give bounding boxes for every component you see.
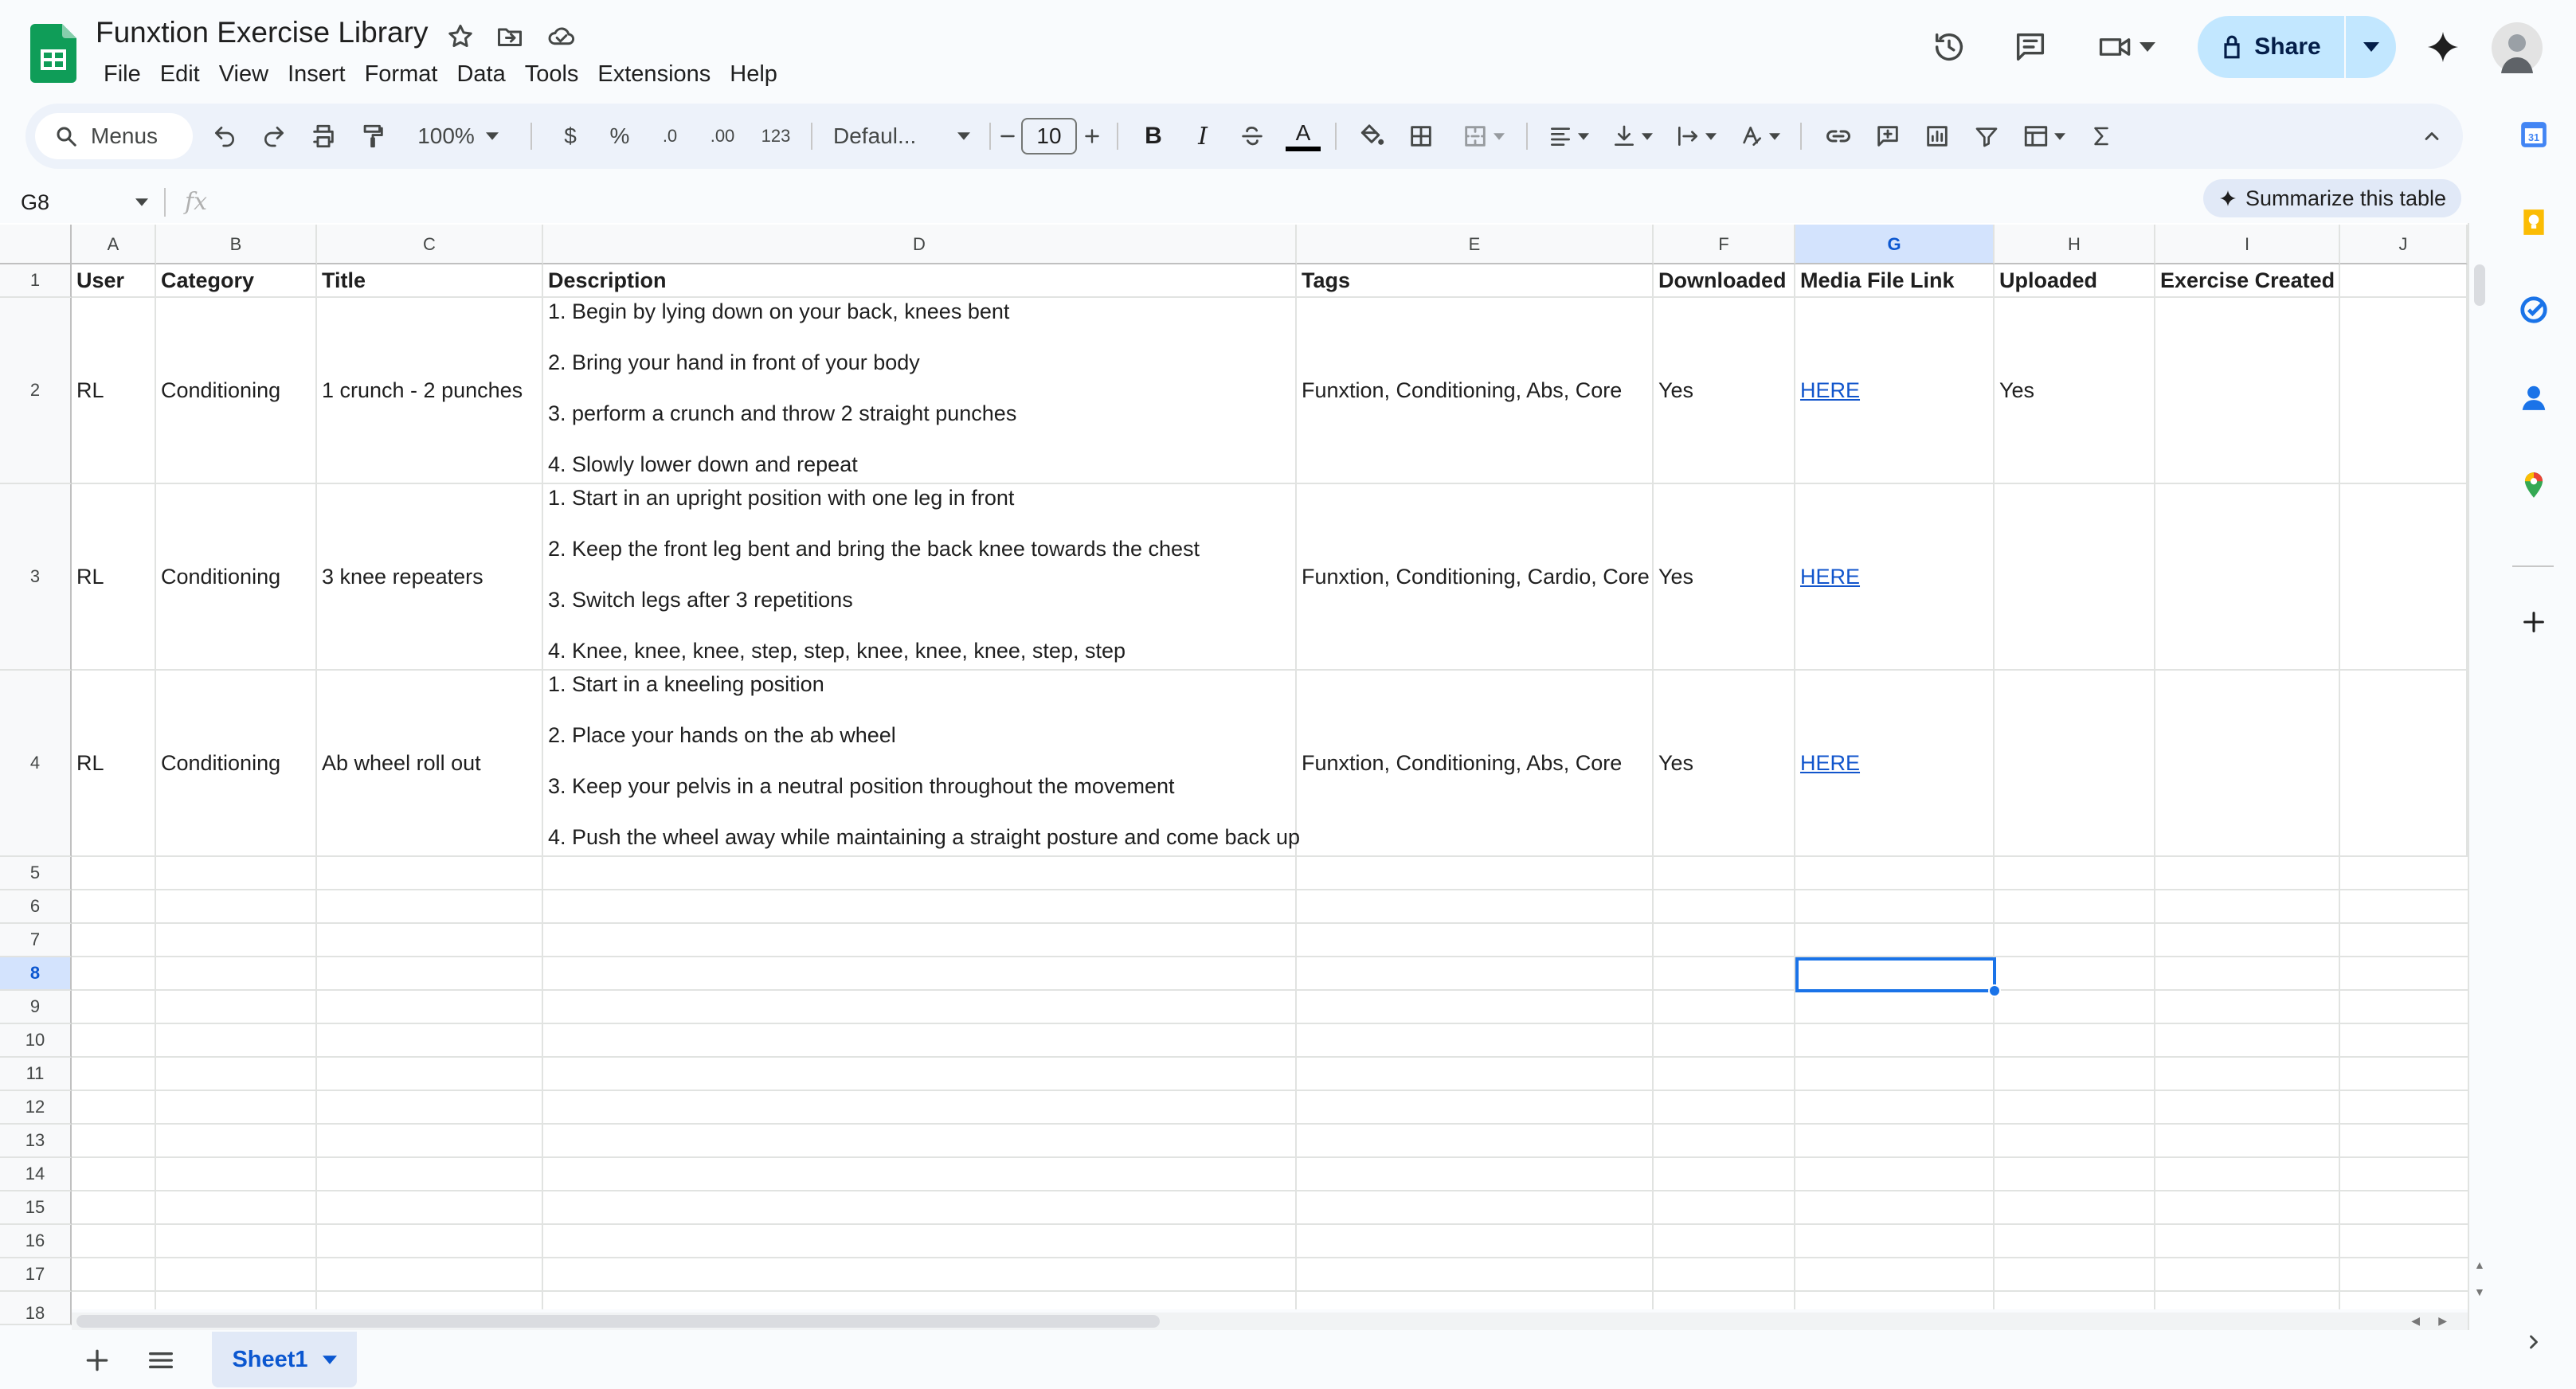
share-label: Share [2254,33,2321,60]
menu-insert[interactable]: Insert [288,61,346,87]
toolbar-divider [811,123,812,150]
decrease-decimal-label: .0 [662,126,678,146]
version-history-icon[interactable] [1931,29,1967,65]
description-step: 3. perform a crunch and throw 2 straight punches [548,401,1017,425]
row-header-16[interactable]: 16 [0,1225,72,1258]
toolbar-divider [1335,123,1337,150]
summarize-table-chip[interactable] [2203,179,2461,217]
decrease-decimal-button[interactable] [648,115,691,158]
lock-icon [2221,34,2243,60]
cell-downloaded[interactable]: Yes [1654,671,1795,857]
menu-extensions[interactable]: Extensions [597,61,711,87]
scroll-right-arrow[interactable]: ▶ [2438,1314,2447,1327]
row-header-17[interactable]: 17 [0,1258,72,1292]
cell-category[interactable]: Conditioning [156,671,317,857]
scroll-left-arrow[interactable]: ◀ [2411,1314,2420,1327]
scroll-up-arrow[interactable]: ▲ [2474,1258,2485,1271]
row-header-6[interactable]: 6 [0,890,72,924]
column-header-e[interactable]: E [1297,225,1654,264]
format-percent-button[interactable]: % [609,123,630,148]
comments-icon[interactable] [2012,29,2049,65]
row-header-3[interactable]: 3 [0,484,72,671]
description-step: 4. Push the wheel away while maintaining a straight posture and come back up [548,825,1301,849]
cell-user[interactable]: RL [72,671,156,857]
share-button[interactable] [2198,16,2396,78]
media-link[interactable]: HERE [1800,750,1861,775]
cloud-status-icon[interactable] [546,22,577,51]
bold-icon[interactable]: B [1145,123,1162,149]
row-header-9[interactable]: 9 [0,991,72,1024]
description-step: 1. Start in an upright position with one leg in front [548,486,1015,510]
gemini-sparkle-icon[interactable] [2425,29,2461,65]
column-header-b[interactable]: B [156,225,317,264]
cell-title[interactable]: 3 knee repeaters [317,484,543,671]
cell-description[interactable] [543,484,1297,671]
column-header-i[interactable]: I [2155,225,2340,264]
media-link[interactable]: HERE [1800,564,1861,589]
increase-decimal-label: .00 [710,126,735,146]
menu-format[interactable]: Format [364,61,438,87]
text-color-icon[interactable]: A [1282,115,1324,158]
column-header-g[interactable]: G [1795,225,1995,264]
increase-decimal-button[interactable] [699,115,746,158]
header-cell-tags[interactable]: Tags [1297,264,1654,298]
scroll-down-arrow[interactable]: ▼ [2474,1285,2485,1298]
menu-tools[interactable]: Tools [524,61,579,87]
cell-category[interactable]: Conditioning [156,484,317,671]
italic-icon[interactable]: I [1198,122,1208,151]
cell-uploaded[interactable]: Yes [1995,298,2155,484]
description-step: 1. Begin by lying down on your back, knees bent [548,299,1010,323]
chevron-down-icon [1578,133,1589,140]
text-rotation-icon[interactable] [1732,115,1787,158]
filter-views-icon[interactable] [2015,115,2073,158]
selected-cell-outline[interactable] [1795,957,1996,992]
cell-user[interactable]: RL [72,298,156,484]
header-cell-category[interactable]: Category [156,264,317,298]
add-sheet-icon[interactable] [81,1344,113,1376]
row-header-18[interactable]: 18 [0,1292,72,1325]
meet-icon[interactable] [2096,29,2155,65]
description-step: 1. Start in a kneeling position [548,672,824,696]
toolbar-divider [1800,123,1802,150]
description-step: 4. Knee, knee, knee, step, step, knee, knee, knee, step, step [548,639,1126,663]
cell-media-link[interactable] [1795,671,1995,857]
expand-side-panel-icon[interactable] [2514,1322,2554,1362]
strikethrough-icon[interactable] [1233,115,1271,158]
spreadsheet-grid[interactable] [0,223,2468,1323]
chevron-down-icon [323,1356,337,1364]
contacts-icon[interactable] [2514,378,2554,417]
chevron-down-icon [2054,133,2065,140]
description-step: 2. Bring your hand in front of your body [548,350,920,374]
formula-input[interactable] [239,182,2183,223]
header-cell-uploaded[interactable]: Uploaded [1995,264,2155,298]
share-main-button[interactable] [2198,16,2344,78]
document-title[interactable]: Funxtion Exercise Library [96,16,429,49]
text-wrapping-icon[interactable] [1668,115,1724,158]
sheet-tab-bar [0,1330,2493,1389]
fill-handle[interactable] [1988,984,2001,997]
cell-downloaded[interactable]: Yes [1654,298,1795,484]
header-cell-media-file-link[interactable]: Media File Link [1795,264,1995,298]
header-cell-user[interactable]: User [72,264,156,298]
column-header-h[interactable]: H [1995,225,2155,264]
row-header-1[interactable]: 1 [0,264,72,298]
cell-media-link[interactable] [1795,298,1995,484]
side-panel [2490,104,2576,1389]
column-header-d[interactable]: D [543,225,1297,264]
toolbar-divider [1526,123,1528,150]
font-family-select[interactable] [822,115,981,158]
avatar[interactable] [2492,22,2543,73]
maps-icon[interactable] [2514,465,2554,505]
menu-file[interactable]: File [104,61,141,87]
font-size-input[interactable]: 10 [1021,118,1077,155]
cell-downloaded[interactable]: Yes [1654,484,1795,671]
chevron-down-icon [2139,41,2155,53]
chevron-down-icon [1494,133,1505,140]
column-header-f[interactable]: F [1654,225,1795,264]
chevron-down-icon [135,198,148,206]
cell-title[interactable]: 1 crunch - 2 punches [317,298,543,484]
cell-exercise-created[interactable] [2155,484,2340,671]
cell-uploaded[interactable] [1995,671,2155,857]
chevron-down-icon [957,132,970,140]
chevron-down-icon [2363,42,2379,52]
sheet-tab-active[interactable] [212,1332,357,1387]
increase-font-size-icon[interactable] [1079,115,1106,158]
get-addons-icon[interactable] [2514,602,2554,642]
menu-data[interactable]: Data [456,61,506,87]
cell-exercise-created[interactable] [2155,671,2340,857]
functions-icon[interactable] [2081,115,2122,158]
empty-cell[interactable] [2340,484,2468,671]
name-box[interactable] [0,178,164,226]
row-header-5[interactable]: 5 [0,857,72,890]
zoom-value: 100% [417,123,475,148]
insert-link-icon[interactable] [1818,115,1859,158]
more-formats-button[interactable]: 123 [761,126,791,146]
menu-edit[interactable]: Edit [159,61,200,87]
cell-exercise-created[interactable] [2155,298,2340,484]
horizontal-scroll-thumb[interactable] [76,1315,1160,1328]
cell-tags[interactable]: Funxtion, Conditioning, Cardio, Core [1297,484,1654,671]
vertical-align-icon[interactable] [1604,115,1660,158]
print-icon[interactable] [303,115,344,158]
horizontal-align-icon[interactable] [1541,115,1596,158]
empty-cells[interactable] [72,857,2468,1309]
row-header-15[interactable]: 15 [0,1191,72,1225]
merge-cells-icon[interactable] [1451,115,1515,158]
move-to-folder-icon[interactable] [495,22,524,51]
search-icon [54,124,78,148]
toolbar-divider [1117,123,1118,150]
menu-help[interactable]: Help [730,61,777,87]
collapse-toolbar-icon[interactable] [2412,115,2452,158]
media-link[interactable]: HERE [1800,378,1861,402]
insert-comment-icon[interactable] [1867,115,1909,158]
cell-tags[interactable]: Funxtion, Conditioning, Abs, Core [1297,298,1654,484]
decrease-font-size-icon[interactable] [996,115,1020,158]
header-cell-description[interactable]: Description [543,264,1297,298]
row-header-11[interactable]: 11 [0,1058,72,1091]
header-cell-title[interactable]: Title [317,264,543,298]
cell-user[interactable]: RL [72,484,156,671]
summarize-label: Summarize this table [2245,186,2447,210]
row-header-4[interactable]: 4 [0,671,72,857]
description-step: 3. Switch legs after 3 repetitions [548,588,853,612]
font-family-value: Defaul... [833,123,917,148]
chevron-down-icon [486,132,499,140]
tasks-icon[interactable] [2514,290,2554,330]
column-header-c[interactable]: C [317,225,543,264]
star-icon[interactable] [446,22,475,51]
header-cell-downloaded[interactable]: Downloaded [1654,264,1795,298]
calendar-icon[interactable] [2514,115,2554,155]
keep-icon[interactable] [2514,202,2554,242]
insert-chart-icon[interactable] [1916,115,1958,158]
toolbar [25,104,2463,169]
column-header-j[interactable]: J [2340,225,2468,264]
row-header-12[interactable]: 12 [0,1091,72,1125]
vertical-scrollbar[interactable] [2468,223,2490,1330]
description-step: 2. Keep the front leg bent and bring the back knee towards the chest [548,537,1200,561]
vertical-scroll-thumb[interactable] [2474,264,2485,306]
zoom-select[interactable] [406,115,510,158]
all-sheets-menu-icon[interactable] [145,1344,177,1376]
redo-icon[interactable] [253,115,295,158]
select-all-corner[interactable] [0,225,72,264]
toolbar-divider [989,123,991,150]
sheet-tab-label: Sheet1 [232,1346,308,1372]
row-header-13[interactable]: 13 [0,1125,72,1158]
sheets-logo-icon[interactable] [30,24,76,83]
row-header-8[interactable]: 8 [0,957,72,991]
fx-icon: fx [185,188,208,216]
chevron-down-icon [1769,133,1780,140]
cell-media-link[interactable] [1795,484,1995,671]
formula-divider [164,188,166,217]
format-currency-button[interactable]: $ [564,123,577,148]
cell-uploaded[interactable] [1995,484,2155,671]
chevron-down-icon [1705,133,1717,140]
menu-view[interactable]: View [218,61,269,87]
cell-tags[interactable]: Funxtion, Conditioning, Abs, Core [1297,671,1654,857]
description-step: 2. Place your hands on the ab wheel [548,723,896,747]
row-header-7[interactable]: 7 [0,924,72,957]
row-header-14[interactable]: 14 [0,1158,72,1191]
cell-title[interactable]: Ab wheel roll out [317,671,543,857]
cell-description[interactable] [543,671,1301,857]
menu-bar [94,56,787,92]
undo-icon[interactable] [204,115,245,158]
side-panel-divider [2512,565,2554,567]
row-header-10[interactable]: 10 [0,1024,72,1058]
empty-cell[interactable] [2340,264,2468,298]
share-dropdown-button[interactable] [2346,16,2396,78]
header-cell-exercise-created[interactable]: Exercise Created [2155,264,2340,298]
cell-description[interactable] [543,298,1297,484]
sparkle-icon [2218,189,2237,208]
chevron-down-icon [1642,133,1653,140]
paint-format-icon[interactable] [352,115,393,158]
horizontal-scrollbar[interactable] [72,1313,2468,1330]
borders-icon[interactable] [1400,115,1442,158]
toolbar-divider [530,123,532,150]
menus-search-box[interactable] [35,113,193,159]
empty-cell[interactable] [2340,298,2468,484]
filter-icon[interactable] [1966,115,2007,158]
description-step: 3. Keep your pelvis in a neutral position throughout the movement [548,774,1175,798]
cell-category[interactable]: Conditioning [156,298,317,484]
menus-search-label: Menus [91,123,159,148]
description-step: 4. Slowly lower down and repeat [548,452,858,476]
column-header-a[interactable]: A [72,225,156,264]
row-header-2[interactable]: 2 [0,298,72,484]
empty-cell[interactable] [2340,671,2468,857]
svg-text:31: 31 [2527,131,2540,143]
fill-color-icon[interactable] [1351,115,1392,158]
name-box-value: G8 [21,190,50,214]
